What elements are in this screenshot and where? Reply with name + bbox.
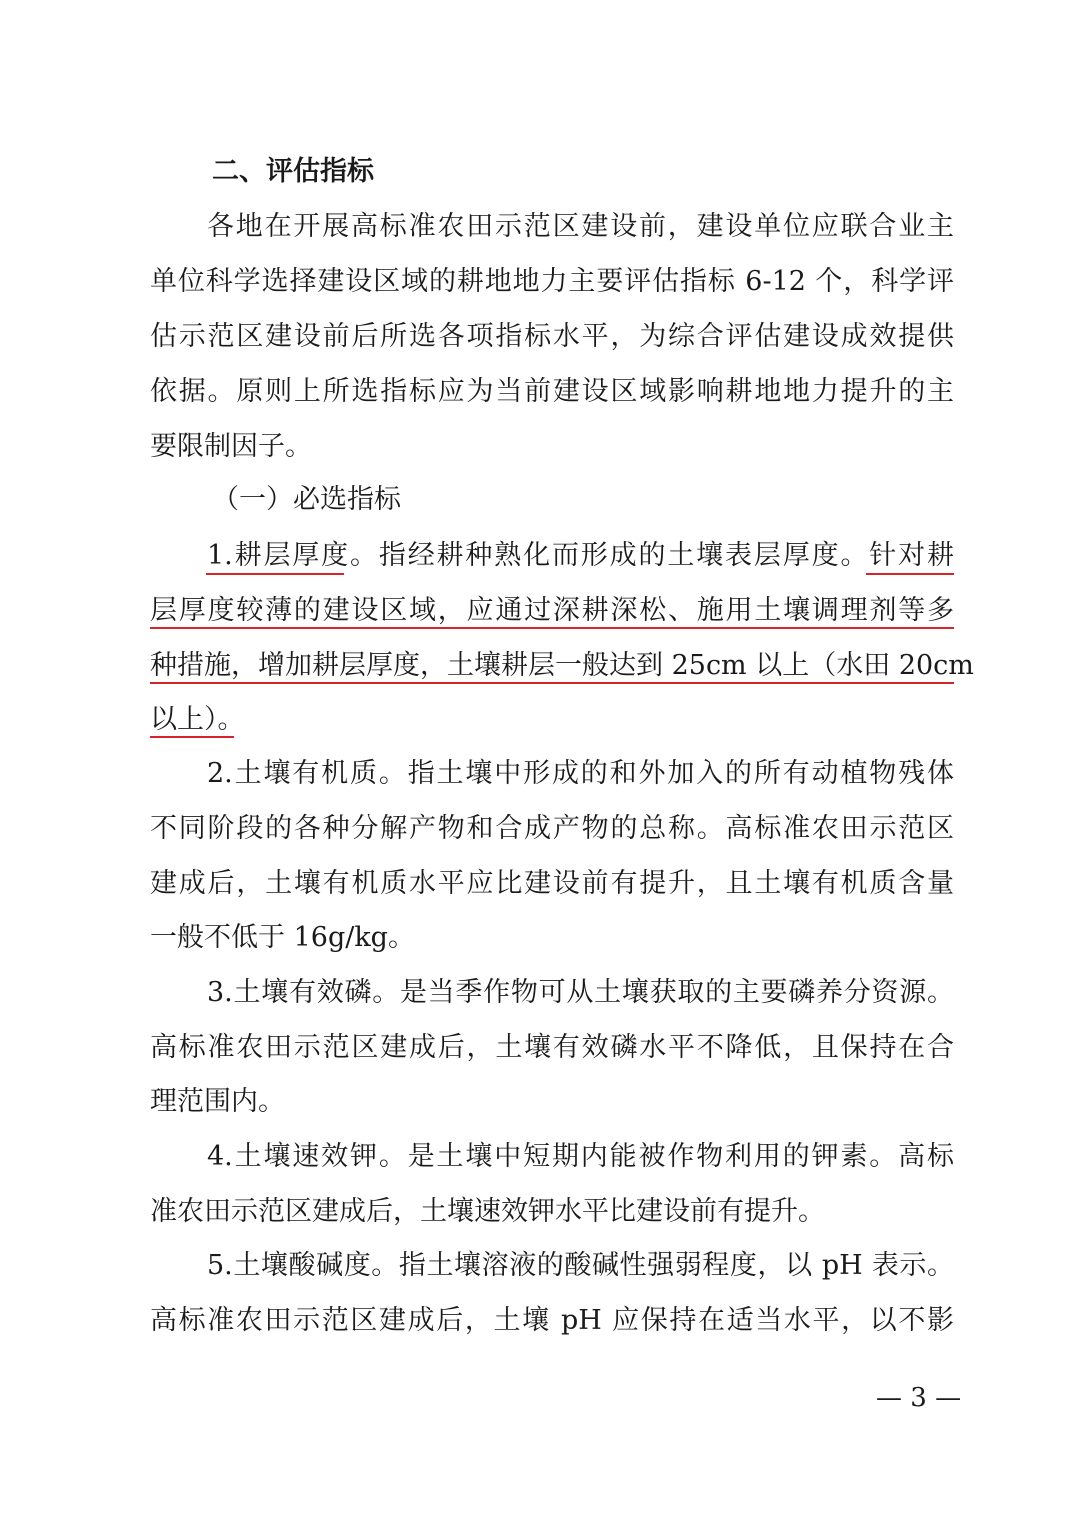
item-1-line-4: 以上）。 [150, 704, 245, 735]
item-1-line-2: 层厚度较薄的建设区域，应通过深耕深松、施用土壤调理剂等多 [150, 595, 954, 626]
subsection-title: （一）必选指标 [212, 484, 401, 515]
intro-line-1: 各地在开展高标准农田示范区建设前，建设单位应联合业主 [207, 211, 954, 242]
underline-line-4 [150, 736, 234, 738]
intro-line-3: 估示范区建设前后所选各项指标水平，为综合评估建设成效提供 [150, 321, 954, 352]
underline-line-2 [150, 627, 954, 629]
intro-line-4: 依据。原则上所选指标应为当前建设区域影响耕地地力提升的主 [150, 376, 954, 407]
item-4-line-2: 准农田示范区建成后，土壤速效钾水平比建设前有提升。 [150, 1196, 825, 1227]
item-2-line-1: 2.土壤有机质。指土壤中形成的和外加入的所有动植物残体 [207, 758, 954, 789]
item-5-line-1: 5.土壤酸碱度。指土壤溶液的酸碱性强弱程度，以 pH 表示。 [207, 1250, 954, 1281]
item-2-line-3: 建成后，土壤有机质水平应比建设前有提升，且土壤有机质含量 [150, 868, 954, 899]
item-3-line-1: 3.土壤有效磷。是当季作物可从土壤获取的主要磷养分资源。 [207, 977, 954, 1008]
item-2-line-4: 一般不低于 16g/kg。 [150, 922, 415, 953]
underline-term [206, 573, 344, 575]
section-title: 二、评估指标 [212, 156, 374, 187]
item-4-line-1: 4.土壤速效钾。是土壤中短期内能被作物利用的钾素。高标 [207, 1141, 954, 1172]
underline-line-1-tail [866, 573, 954, 575]
underline-line-3 [150, 682, 954, 684]
intro-line-2: 单位科学选择建设区域的耕地地力主要评估指标 6-12 个，科学评 [150, 266, 954, 297]
page-number: — 3 — [876, 1383, 962, 1413]
item-1-line-1: 1.耕层厚度。指经耕种熟化而形成的土壤表层厚度。针对耕 [207, 540, 954, 571]
item-3-line-2: 高标准农田示范区建成后，土壤有效磷水平不降低，且保持在合 [150, 1032, 954, 1063]
item-3-line-3: 理范围内。 [150, 1086, 285, 1117]
intro-line-5: 要限制因子。 [150, 431, 312, 462]
item-5-line-2: 高标准农田示范区建成后，土壤 pH 应保持在适当水平，以不影 [150, 1305, 954, 1336]
item-1-line-3: 种措施，增加耕层厚度，土壤耕层一般达到 25cm 以上（水田 20cm [150, 650, 974, 681]
item-2-line-2: 不同阶段的各种分解产物和合成产物的总称。高标准农田示范区 [150, 813, 954, 844]
